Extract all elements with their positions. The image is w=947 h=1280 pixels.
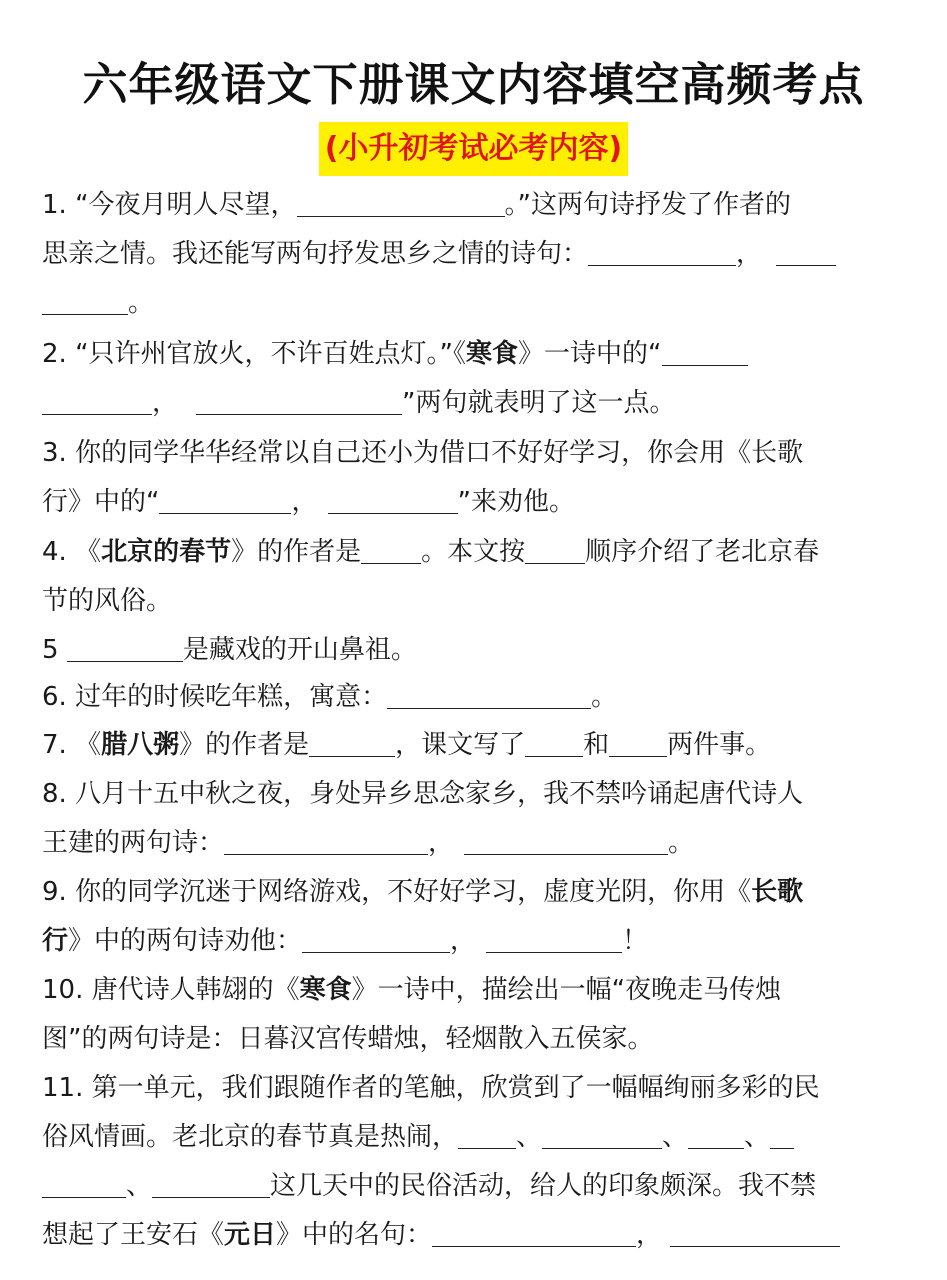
q2-blank-1-start[interactable] [662, 332, 748, 366]
question-1-line-1 [42, 180, 912, 230]
q11-blank-5[interactable] [152, 1164, 270, 1198]
q4-title-beijing-spring-festival: 北京的春节 [101, 537, 232, 567]
q10-title-hanshi: 寒食 [299, 975, 352, 1005]
q9-title-changgexing-part1: 长歌 [751, 877, 804, 907]
q11-blank-4-end[interactable] [42, 1164, 126, 1198]
page-title: 六年级语文下册课文内容填空高频考点 [82, 58, 865, 111]
q3-text-a: 3. 你的同学华华经常以自己还小为借口不好好学习，你会用《长歌 [42, 438, 804, 468]
q7-text-a: 7. 《 [42, 730, 102, 760]
question-7-line-1 [42, 720, 912, 770]
q11-sep-4: 、 [126, 1171, 153, 1201]
question-3-line-2 [42, 477, 912, 527]
question-10-line-2 [42, 1014, 912, 1064]
q1-blank-2[interactable] [588, 232, 736, 266]
q2-text-a: 2. “只许州官放火，不许百姓点灯。”《 [42, 339, 467, 369]
q7-text-c: ，课文写了 [395, 730, 526, 760]
q7-blank-2[interactable] [525, 723, 583, 757]
question-1-line-3 [42, 278, 912, 328]
q11-sep-2: 、 [662, 1122, 689, 1152]
question-11-line-4 [42, 1210, 912, 1260]
q10-text-a: 10. 唐代诗人韩翃的《 [42, 975, 300, 1005]
q11-blank-2[interactable] [542, 1115, 662, 1149]
q1-blank-3-end[interactable] [42, 281, 128, 315]
q1-text-b: 。”这两句诗抒发了作者的 [504, 190, 792, 220]
q11-blank-3[interactable] [688, 1115, 744, 1149]
question-6-line-1 [42, 672, 912, 722]
q8-blank-1[interactable] [224, 821, 428, 855]
q4-text-e: 节的风俗。 [42, 586, 173, 616]
q5-text-b: 是藏戏的开山鼻祖。 [182, 635, 417, 665]
question-2-line-2 [42, 378, 912, 428]
q10-text-b: 》一诗中，描绘出一幅“夜晚走马传烛 [351, 975, 782, 1005]
q11-blank-4-start[interactable] [770, 1115, 794, 1149]
q8-text-b: 王建的两句诗： [42, 828, 225, 858]
q9-text-a: 9. 你的同学沉迷于网络游戏，不好好学习，虚度光阴，你用《 [42, 877, 752, 907]
question-1-line-2 [42, 229, 912, 279]
q4-text-d: 顺序介绍了老北京春 [585, 537, 820, 567]
q1-text-a: 1. “今夜月明人尽望， [42, 190, 297, 220]
q11-blank-6[interactable] [432, 1213, 636, 1247]
page-subtitle: (小升初考试必考内容) [319, 122, 628, 176]
question-2-line-1 [42, 329, 912, 379]
question-11-line-3 [42, 1161, 912, 1211]
subtitle-wrap [0, 122, 947, 176]
question-4-line-2 [42, 576, 912, 626]
q7-blank-1[interactable] [309, 723, 395, 757]
q1-blank-3-start[interactable] [776, 232, 836, 266]
q2-blank-2[interactable] [196, 381, 402, 415]
q11-sep-1: 、 [516, 1122, 543, 1152]
q8-blank-2[interactable] [464, 821, 668, 855]
q3-text-c: ， [291, 487, 318, 517]
q11-text-a: 11. 第一单元，我们跟随作者的笔触，欣赏到了一幅幅绚丽多彩的民 [42, 1073, 820, 1103]
q11-text-e: 》中的名句： [276, 1220, 433, 1250]
q2-text-b: 》一诗中的“ [518, 339, 662, 369]
q4-text-b: 》的作者是 [231, 537, 362, 567]
question-11-line-1 [42, 1063, 912, 1113]
q5-text-a: 5 [42, 635, 67, 665]
question-8-line-1 [42, 769, 912, 819]
q9-text-b: 》中的两句诗劝他： [68, 926, 303, 956]
q3-blank-2[interactable] [328, 480, 458, 514]
question-11-line-2 [42, 1112, 912, 1162]
q7-text-b: 》的作者是 [179, 730, 310, 760]
q6-text-a: 6. 过年的时候吃年糕，寓意： [42, 682, 388, 712]
q10-text-c: 图”的两句诗是：日暮汉宫传蜡烛，轻烟散入五侯家。 [42, 1024, 654, 1054]
question-10-line-1 [42, 965, 912, 1015]
q8-text-c: ， [428, 828, 455, 858]
q9-title-changgexing-part2: 行 [42, 926, 69, 956]
q7-text-e: 两件事。 [667, 730, 772, 760]
q1-text-e: 。 [128, 288, 155, 318]
q3-text-d: ”来劝他。 [457, 487, 575, 517]
question-8-line-2 [42, 818, 912, 868]
q8-text-d: 。 [668, 828, 695, 858]
question-5-line-1 [42, 625, 912, 675]
q11-text-c: 这几天中的民俗活动，给人的印象颇深。我不禁 [270, 1171, 817, 1201]
q4-text-c: 。本文按 [421, 537, 526, 567]
q1-text-c: 思亲之情。我还能写两句抒发思乡之情的诗句： [42, 239, 589, 269]
question-4-line-1 [42, 527, 912, 577]
q9-text-c: ， [450, 926, 477, 956]
q2-text-c: ， [152, 388, 179, 418]
q5-blank-1[interactable] [67, 628, 183, 662]
q11-text-b: 俗风情画。老北京的春节真是热闹， [42, 1122, 459, 1152]
q4-text-a: 4. 《 [42, 537, 102, 567]
q4-blank-2[interactable] [525, 530, 585, 564]
q7-blank-3[interactable] [609, 723, 667, 757]
q9-text-d: ！ [622, 926, 649, 956]
q11-blank-1[interactable] [458, 1115, 516, 1149]
q2-title-hanshi: 寒食 [466, 339, 519, 369]
q3-blank-1[interactable] [159, 480, 291, 514]
q2-text-d: ”两句就表明了这一点。 [402, 388, 676, 418]
q6-text-b: 。 [591, 682, 618, 712]
q11-blank-7[interactable] [670, 1213, 840, 1247]
q9-blank-2[interactable] [486, 919, 622, 953]
q9-blank-1[interactable] [302, 919, 450, 953]
q8-text-a: 8. 八月十五中秋之夜，身处异乡思念家乡，我不禁吟诵起唐代诗人 [42, 779, 804, 809]
q11-text-f: ， [636, 1220, 663, 1250]
q1-text-d: ， [736, 239, 763, 269]
q11-sep-3: 、 [744, 1122, 771, 1152]
q2-blank-1-end[interactable] [42, 381, 152, 415]
q3-text-b: 行》中的“ [42, 487, 160, 517]
q7-title-laba-porridge: 腊八粥 [101, 730, 180, 760]
q11-title-yuanri: 元日 [224, 1220, 277, 1250]
question-9-line-1 [42, 867, 912, 917]
q11-text-d: 想起了王安石《 [42, 1220, 225, 1250]
question-9-line-2 [42, 916, 912, 966]
q6-blank-1[interactable] [387, 675, 591, 709]
q1-blank-1[interactable] [297, 183, 505, 217]
q7-text-d: 和 [583, 730, 610, 760]
q4-blank-1[interactable] [361, 530, 421, 564]
question-3-line-1 [42, 428, 912, 478]
